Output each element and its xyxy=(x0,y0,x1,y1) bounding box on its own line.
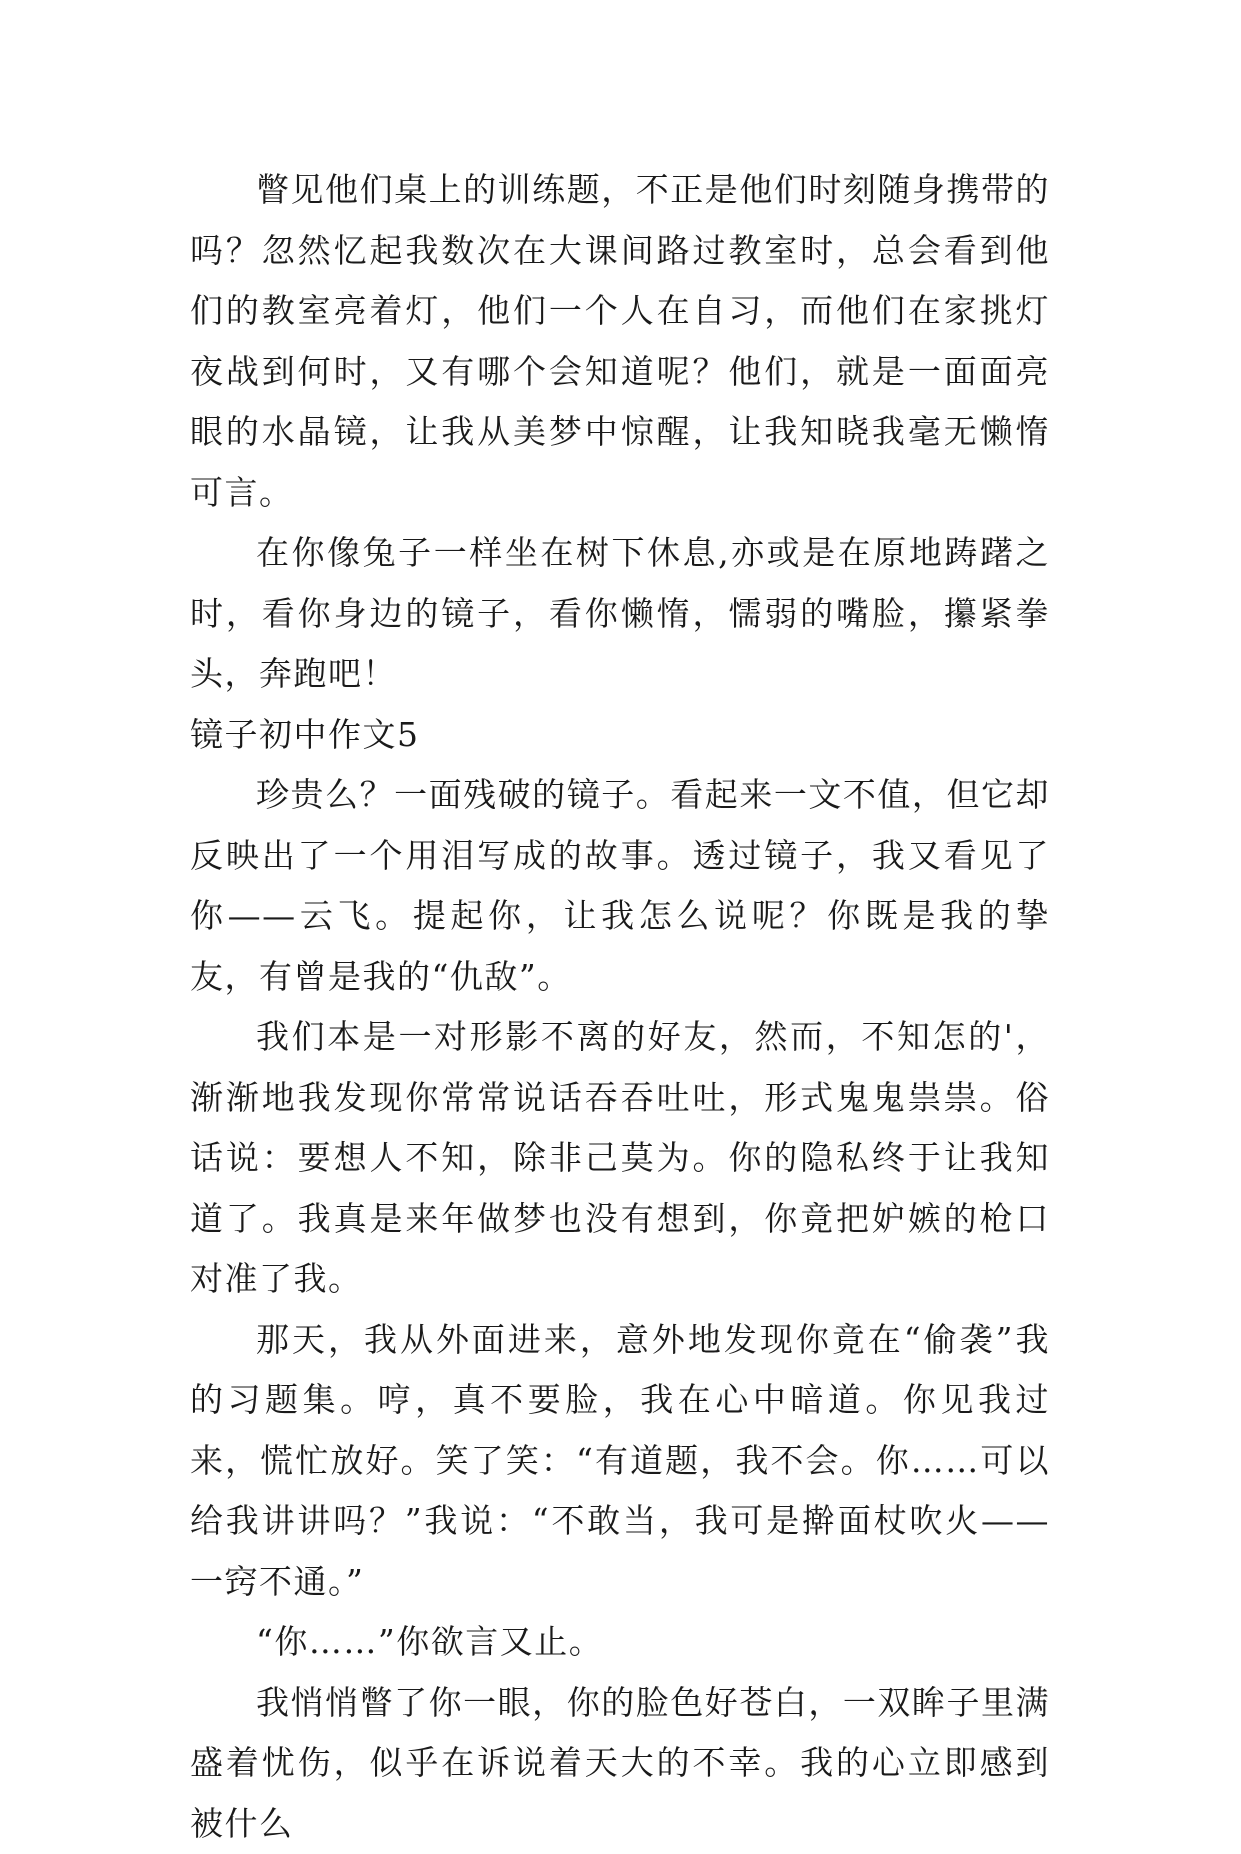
paragraph: 我们本是一对形影不离的好友，然而，不知怎的'，渐渐地我发现你常常说话吞吞吐吐，形式鬼鬼祟祟。俗话说：要想人不知，除非己莫为。你的隐私终于让我知道了。我真是来年做梦也没有想到，你竟把妒嫉的枪口对准了我。 xyxy=(190,1007,1050,1310)
paragraph: “你……”你欲言又止。 xyxy=(190,1612,1050,1673)
paragraph: 瞥见他们桌上的训练题，不正是他们时刻随身携带的吗？忽然忆起我数次在大课间路过教室时，总会看到他们的教室亮着灯，他们一个人在自习，而他们在家挑灯夜战到何时，又有哪个会知道呢？他们，就是一面面亮眼的水晶镜，让我从美梦中惊醒，让我知晓我毫无懒惰可言。 xyxy=(190,160,1050,523)
section-heading: 镜子初中作文5 xyxy=(190,705,1050,766)
document-body xyxy=(190,160,1050,1854)
paragraph: 那天，我从外面进来，意外地发现你竟在“偷袭”我的习题集。哼，真不要脸，我在心中暗道。你见我过来，慌忙放好。笑了笑：“有道题，我不会。你……可以给我讲讲吗？”我说：“不敢当，我可是擀面杖吹火——一窍不通。” xyxy=(190,1310,1050,1613)
paragraph: 珍贵么？一面残破的镜子。看起来一文不值，但它却反映出了一个用泪写成的故事。透过镜子，我又看见了你——云飞。提起你，让我怎么说呢？你既是我的挚友，有曾是我的“仇敌”。 xyxy=(190,765,1050,1007)
paragraph: 我悄悄瞥了你一眼，你的脸色好苍白，一双眸子里满盛着忧伤，似乎在诉说着天大的不幸。我的心立即感到被什么 xyxy=(190,1673,1050,1854)
paragraph: 在你像兔子一样坐在树下休息,亦或是在原地踌躇之时，看你身边的镜子，看你懒惰，懦弱的嘴脸，攥紧拳头，奔跑吧！ xyxy=(190,523,1050,705)
